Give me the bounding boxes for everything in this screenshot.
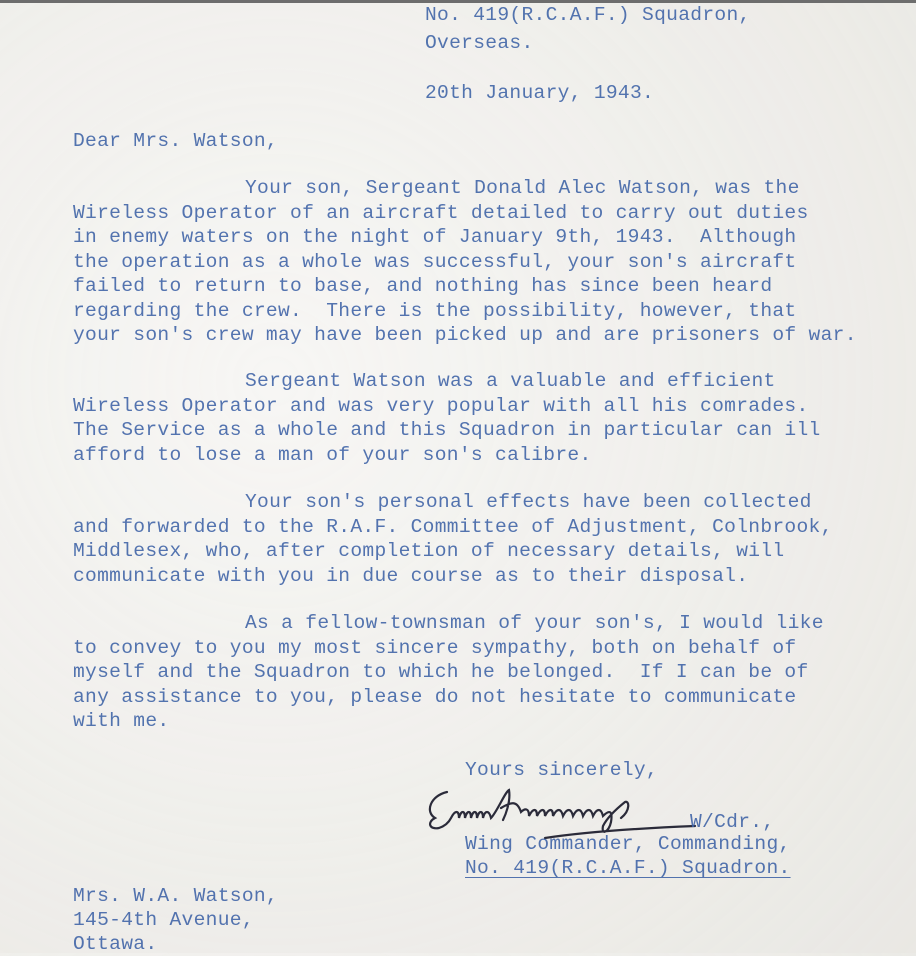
- signatory-title: Wing Commander, Commanding,: [465, 833, 791, 855]
- rank-suffix: W/Cdr.,: [690, 811, 775, 833]
- closing: Yours sincerely,: [465, 759, 658, 781]
- paragraph-4-line: any assistance to you, please do not hesitate to communicate: [73, 685, 797, 708]
- paragraph-1-line: Wireless Operator of an aircraft detailed to carry out duties: [73, 201, 809, 224]
- paragraph-3-line: communicate with you in due course as to their disposal.: [73, 564, 749, 587]
- paragraph-2-line: Wireless Operator and was very popular with all his comrades.: [73, 394, 809, 417]
- paragraph-4-line: to convey to you my most sincere sympathy, both on behalf of: [73, 636, 797, 659]
- signatory-unit: No. 419(R.C.A.F.) Squadron.: [465, 857, 791, 879]
- paragraph-1-line: in enemy waters on the night of January 9th, 1943. Although: [73, 226, 797, 248]
- location-line: Overseas.: [425, 32, 534, 54]
- paragraph-1-line: your son's crew may have been picked up and are prisoners of war.: [73, 324, 857, 346]
- paragraph-1-line: failed to return to base, and nothing has since been heard: [73, 275, 773, 297]
- paragraph-1-line: Your son, Sergeant Donald Alec Watson, was the: [245, 177, 800, 199]
- address-line: Ottawa.: [73, 933, 158, 955]
- unit-line: No. 419(R.C.A.F.) Squadron,: [425, 4, 751, 26]
- paragraph-2-line: Sergeant Watson was a valuable and efficient: [245, 370, 776, 392]
- paragraph-1-line: regarding the crew. There is the possibility, however, that: [73, 299, 797, 322]
- paragraph-4-line: with me.: [73, 710, 170, 732]
- paragraph-4-line: myself and the Squadron to which he belonged. If I can be of: [73, 661, 809, 683]
- paragraph-3-line: Middlesex, who, after completion of necessary details, will: [73, 540, 785, 562]
- letter-date: 20th January, 1943.: [425, 82, 655, 104]
- paragraph-3-line: and forwarded to the R.A.F. Committee of Adjustment, Colnbrook,: [73, 515, 833, 538]
- address-line: Mrs. W.A. Watson,: [73, 885, 278, 907]
- paragraph-3-line: Your son's personal effects have been collected: [245, 491, 812, 513]
- paragraph-1-line: the operation as a whole was successful, your son's aircraft: [73, 250, 797, 273]
- salutation: Dear Mrs. Watson,: [73, 130, 278, 152]
- address-line: 145-4th Avenue,: [73, 909, 254, 931]
- paragraph-2-line: afford to lose a man of your son's calibre.: [73, 443, 592, 466]
- paragraph-2-line: The Service as a whole and this Squadron in particular can ill: [73, 419, 821, 441]
- paragraph-4-line: As a fellow-townsman of your son's, I would like: [245, 612, 824, 634]
